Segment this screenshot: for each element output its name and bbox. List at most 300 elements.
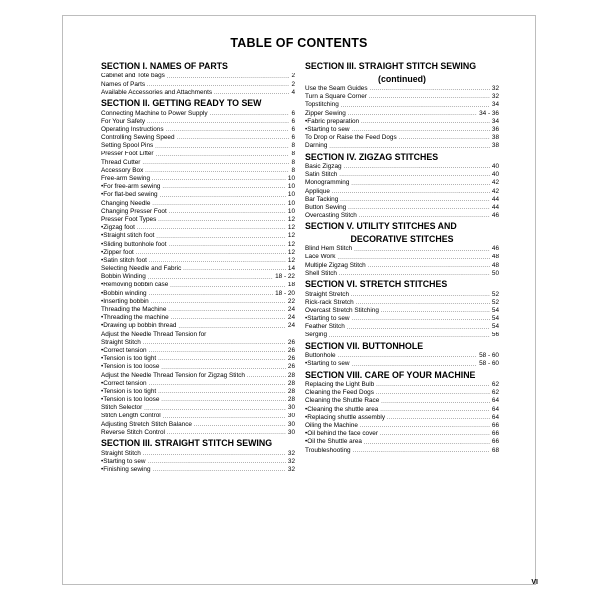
toc-page-number: 24 [287,306,295,314]
toc-page-number: 30 [287,412,295,420]
toc-page-number: 38 [491,134,499,142]
toc-entry [305,204,499,212]
toc-page-number: 30 [287,428,295,436]
toc-page-number: 48 [491,261,499,269]
toc-entry-title: Overcast Stretch Stitching [305,306,379,314]
toc-subentry [305,414,499,422]
section-heading: DECORATIVE STITCHES [350,233,454,244]
toc-entry [101,151,295,159]
toc-entry [101,404,295,412]
toc-page-number: 54 [491,323,499,331]
dot-leader [158,216,286,224]
toc-subentry [101,380,295,388]
dot-leader [152,200,286,208]
dot-leader [163,413,286,421]
toc-entry [101,142,295,150]
dot-leader [340,196,490,204]
toc-entry-title: Names of Parts [101,80,146,88]
toc-page-number: 8 [291,158,295,166]
toc-entry-title: • Replacing shuttle assembly [305,414,385,422]
toc-entry-title: Adjust the Needle Thread Tension for Zigzag Stitch [101,371,245,379]
dot-leader [152,175,286,183]
toc-page-number: 62 [491,389,499,397]
toc-entry-title: • Zigzag foot [101,224,135,232]
dot-leader [380,406,490,414]
dot-leader [329,143,490,151]
toc-subentry [101,355,295,363]
toc-entry-title: Connecting Machine to Power Supply [101,109,208,117]
toc-subentry [101,314,295,322]
toc-entry [101,110,295,118]
dot-leader [376,389,490,397]
toc-entry [305,291,499,299]
dot-leader [136,249,286,257]
toc-entry-title: Turn a Square Corner [305,93,367,101]
toc-entry-title: Straight Stitch [101,338,141,346]
dot-leader [210,110,290,118]
toc-page-number: 52 [491,290,499,298]
toc-entry [305,307,499,315]
toc-page-number: 32 [287,449,295,457]
dot-leader [247,372,286,380]
toc-page-number: 44 [491,203,499,211]
dot-leader [167,73,290,81]
toc-entry-title: • Inserting bobbin [101,298,149,306]
toc-page-number: 10 [287,199,295,207]
toc-page-number: 36 [491,125,499,133]
toc-entry [101,167,295,175]
toc-entry [305,422,499,430]
dot-leader [341,102,490,110]
toc-entry [305,254,499,262]
toc-entry-title: • Removing bobbin case [101,282,168,290]
toc-entry-title: Changing Needle [101,199,151,207]
dot-leader [376,381,490,389]
toc-page-number: 62 [491,381,499,389]
toc-entry [101,175,295,183]
dot-leader [149,380,286,388]
dot-leader [352,315,490,323]
toc-page-number: 18 - 20 [275,289,295,297]
dot-leader [351,180,489,188]
toc-entry-title: • Straight stitch foot [101,232,154,240]
toc-entry [305,270,499,278]
section-heading: SECTION III. STRAIGHT STITCH SEWING [101,438,273,449]
dot-leader [360,422,490,430]
toc-page-number: 34 - 36 [479,109,499,117]
toc-entry-title: Operating Instructions [101,125,164,133]
dot-leader [143,339,286,347]
toc-entry-title: Adjusting Stretch Stitch Balance [101,420,192,428]
dot-leader [381,398,490,406]
toc-entry [101,421,295,429]
toc-entry [101,73,295,81]
toc-entry-title: Accessory Box [101,166,144,174]
toc-entry [305,93,499,101]
toc-entry [101,200,295,208]
toc-page-number: 46 [491,245,499,253]
toc-entry [101,118,295,126]
toc-page-number: 6 [291,117,295,125]
toc-page-number: 64 [491,397,499,405]
toc-entry-title: Use the Seam Guides [305,85,368,92]
toc-entry-title: Oiling the Machine [305,422,358,429]
toc-page-number: 58 - 60 [479,352,499,360]
toc-page-number: 68 [491,446,499,454]
toc-entry-title: • For free-arm sewing [101,183,160,191]
dot-leader [177,134,290,142]
toc-entry [305,245,499,253]
toc-entry [305,85,499,93]
toc-entry-title: Satin Stitch [305,171,338,179]
dot-leader [361,118,490,126]
toc-subentry [101,224,295,232]
toc-page-number: 64 [491,413,499,421]
toc-entry-title: Straight Stitch [101,449,141,457]
toc-subentry [101,191,295,199]
toc-entry-title: To Drop or Raise the Feed Dogs [305,134,397,142]
toc-page-number: 66 [491,438,499,446]
dot-leader [352,126,490,134]
toc-page-number: 40 [491,163,499,170]
toc-page-number: 54 [491,315,499,323]
dot-leader [142,159,289,167]
toc-subentry [101,249,295,257]
toc-page-number: 18 - 22 [275,273,295,281]
toc-entry-title: Straight Stretch [305,290,350,298]
toc-entry [305,389,499,397]
dot-leader [369,93,490,101]
toc-subentry [101,257,295,265]
toc-subentry [305,430,499,438]
toc-page-number: 8 [291,150,295,158]
toc-subentry [101,347,295,355]
toc-entry [305,323,499,331]
toc-entry-title: • Fabric preparation [305,118,359,126]
toc-subentry [305,126,499,134]
toc-entry-title: Available Accessories and Attachments [101,88,213,96]
toc-entry [305,101,499,109]
toc-page-number: 6 [291,134,295,142]
toc-entry [101,273,295,281]
toc-entry-title: • Starting to sew [101,458,146,466]
toc-entry [305,262,499,270]
toc-entry-title: Cabinet and Tote bags [101,72,165,80]
toc-subentry [101,363,295,371]
toc-page-number: 12 [287,248,295,256]
toc-entry-title: • Tension is too loose [101,363,159,371]
toc-entry-title: Blind Hem Stitch [305,245,353,253]
toc-entry [305,188,499,196]
dot-leader [344,163,490,171]
toc-entry [305,447,499,455]
dot-leader [147,81,289,89]
toc-page-number: 10 [287,183,295,191]
toc-entry-title: Presser Foot Lifter [101,150,154,158]
toc-entry-title: Controlling Sewing Speed [101,134,175,142]
toc-page-number: 18 [287,281,295,289]
dot-leader [149,257,286,265]
toc-entry-title: • Oil the Shuttle area [305,438,362,446]
toc-page-number: 42 [491,179,499,187]
toc-entry-title: Stitch Length Control [101,412,161,420]
document-page [62,15,536,585]
toc-page-number: 26 [287,338,295,346]
toc-page-number: 42 [491,187,499,195]
dot-leader [359,212,490,220]
page-title: TABLE OF CONTENTS [230,36,368,50]
toc-entry-title: Topstitching [305,101,339,109]
toc-page-number: 24 [287,322,295,330]
toc-page-number: 28 [287,371,295,379]
dot-leader [338,352,478,360]
dot-leader [339,171,490,179]
toc-entry [305,352,499,360]
toc-subentry [101,298,295,306]
toc-page-number: 6 [291,109,295,117]
dot-leader [148,458,286,466]
dot-leader [168,306,286,314]
toc-entry [101,450,295,458]
toc-entry-title: Monogramming [305,179,350,187]
toc-entry-title: • Tension is too tight [101,388,156,396]
dot-leader [353,447,490,455]
dot-leader [169,208,286,216]
section-heading: SECTION I. NAMES OF PARTS [101,61,228,71]
toc-entry-title: • Zipper foot [101,249,134,257]
toc-entry-title: Multiple Zigzag Stitch [305,261,366,269]
toc-page-number: 64 [491,405,499,413]
toc-entry-title: • Threading the machine [101,314,169,322]
toc-entry [101,89,295,97]
dot-leader [368,262,490,270]
dot-leader [160,192,286,200]
dot-leader [370,85,490,93]
toc-page-number: 32 [491,93,499,101]
toc-page-number: 28 [287,387,295,395]
toc-subentry [305,360,499,368]
section-heading: SECTION V. UTILITY STITCHES AND [305,221,457,232]
section-heading: SECTION VI. STRETCH STITCHES [305,279,448,290]
toc-entry [305,179,499,187]
toc-entry [101,159,295,167]
toc-entry [305,212,499,220]
toc-page-number: 34 [491,117,499,125]
dot-leader [170,282,286,290]
dot-leader [162,183,285,191]
toc-entry [101,413,295,421]
dot-leader [351,291,490,299]
toc-page-number: 12 [287,224,295,232]
toc-page-number: 66 [491,422,499,429]
toc-subentry [101,183,295,191]
toc-subentry [101,282,295,290]
toc-page-number: 32 [287,465,295,473]
toc-page-number: 56 [491,331,499,339]
dot-leader [144,405,286,413]
toc-entry-title: Free-arm Sewing [101,175,151,183]
dot-leader [161,396,286,404]
toc-subentry [101,232,295,240]
section-heading: SECTION IV. ZIGZAG STITCHES [305,151,439,162]
toc-subentry [305,118,499,126]
toc-page-number: 54 [491,306,499,314]
toc-entry [305,196,499,204]
toc-entry-title: Replacing the Light Bulb [305,381,375,389]
toc-page-number: 2 [291,72,295,80]
toc-entry [101,429,295,437]
toc-subentry [101,388,295,396]
toc-entry-title: • Cleaning the shuttle area [305,406,378,414]
toc-page-number: 38 [491,142,499,150]
toc-entry [101,339,295,347]
toc-entry-title: • Starting to sew [305,315,350,323]
dot-leader [329,332,490,340]
toc-page-number: 10 [287,191,295,199]
toc-entry-title: Buttonhole [305,352,336,360]
section-heading: SECTION II. GETTING READY TO SEW [101,98,262,109]
toc-entry-title: Setting Spool Pins [101,142,154,150]
toc-page-number: 28 [287,379,295,387]
toc-page-number: 22 [287,297,295,305]
toc-entry-title: Threading the Machine [101,306,167,314]
toc-entry-title: Zipper Sewing [305,109,346,117]
toc-page-number: 10 [287,207,295,215]
section-heading: (continued) [378,73,426,84]
toc-page-number: 4 [291,88,295,96]
toc-entry [305,171,499,179]
dot-leader [147,118,289,126]
dot-leader [158,388,286,396]
toc-entry [305,134,499,142]
toc-entry-title: Presser Foot Types [101,216,157,223]
dot-leader [149,290,273,298]
toc-entry-title: • Tension is too tight [101,355,156,363]
dot-leader [161,364,286,372]
toc-entry-title: Bar Tacking [305,195,339,203]
dot-leader [137,224,286,232]
dot-leader [352,361,478,369]
dot-leader [364,439,490,447]
toc-entry [305,397,499,405]
toc-subentry [305,406,499,414]
dot-leader [194,421,286,429]
toc-entry [101,265,295,273]
dot-leader [167,429,286,437]
dot-leader [153,466,286,474]
toc-page-number: 14 [287,265,295,273]
toc-page-number: 46 [491,212,499,220]
toc-entry-title: • Correct tension [101,347,147,355]
toc-page-number: 30 [287,404,295,412]
toc-entry [101,216,295,224]
toc-entry-title: Rick-rack Stretch [305,298,354,306]
toc-entry-title: Darning [305,142,328,150]
toc-page-number: 8 [291,142,295,150]
toc-entry [305,163,499,171]
toc-entry-title: Overcasting Stitch [305,212,357,220]
dot-leader [399,134,490,142]
toc-entry-title: Cleaning the Feed Dogs [305,389,374,397]
toc-entry-title: Button Sewing [305,203,347,211]
dot-leader [381,307,490,315]
toc-entry-title: • For flat-bed sewing [101,191,158,199]
toc-page-number: 26 [287,347,295,354]
toc-entry-title: • Correct tension [101,380,147,388]
toc-page-number: 12 [287,216,295,223]
toc-page-number: 48 [491,253,499,261]
dot-leader [348,110,477,118]
dot-leader [354,246,490,254]
dot-leader [347,324,490,332]
toc-entry-title: Reverse Stitch Control [101,428,165,436]
toc-subentry [101,396,295,404]
toc-entry [101,134,295,142]
toc-entry [305,299,499,307]
dot-leader [156,151,290,159]
toc-entry [101,306,295,314]
dot-leader [166,126,290,134]
dot-leader [151,298,286,306]
toc-page-number: 24 [287,314,295,322]
toc-subentry [101,458,295,466]
section-heading: SECTION VII. BUTTONHOLE [305,340,424,351]
toc-entry-title: For Your Safety [101,117,146,125]
toc-entry-title: Lace Work [305,253,336,261]
toc-entry-title: • Starting to sew [305,360,350,368]
toc-entry [305,142,499,150]
toc-page-number: 26 [287,355,295,363]
toc-entry-title: Basic Zigzag [305,163,342,170]
section-heading: SECTION VIII. CARE OF YOUR MACHINE [305,369,476,380]
toc-page-number: 12 [287,240,295,248]
toc-page-number: 12 [287,256,295,264]
toc-page-number: 6 [291,125,295,133]
toc-entry-title: Shell Stitch [305,269,337,277]
toc-page-number: 26 [287,363,295,371]
dot-leader [380,430,490,438]
toc-entry-title: • Drawing up bobbin thread [101,322,176,330]
toc-page-number: 30 [287,420,295,428]
toc-subentry [101,322,295,330]
toc-entry-title: Feather Stitch [305,323,345,331]
dot-leader [143,450,286,458]
dot-leader [169,241,286,249]
dot-leader [171,314,286,322]
dot-leader [158,355,286,363]
toc-entry-title: Thread Cutter [101,158,141,166]
dot-leader [332,188,490,196]
toc-entry-text: Adjust the Needle Thread Tension for [101,330,207,338]
dot-leader [149,347,286,355]
dot-leader [356,299,490,307]
toc-page-number: 52 [491,298,499,306]
toc-entry [101,208,295,216]
dot-leader [214,89,289,97]
page-number: VI [531,579,538,586]
toc-entry-title: Applique [305,187,330,195]
toc-entry-title: Changing Presser Foot [101,207,167,215]
dot-leader [148,274,273,282]
toc-page-number: 32 [287,457,295,465]
toc-page-number: 28 [287,396,295,404]
toc-entry-title: Troubleshooting [305,446,351,454]
toc-page-number: 32 [491,85,499,92]
dot-leader [156,233,285,241]
toc-page-number: 8 [291,166,295,174]
dot-leader [339,270,490,278]
toc-entry-title: • Tension is too loose [101,396,159,404]
